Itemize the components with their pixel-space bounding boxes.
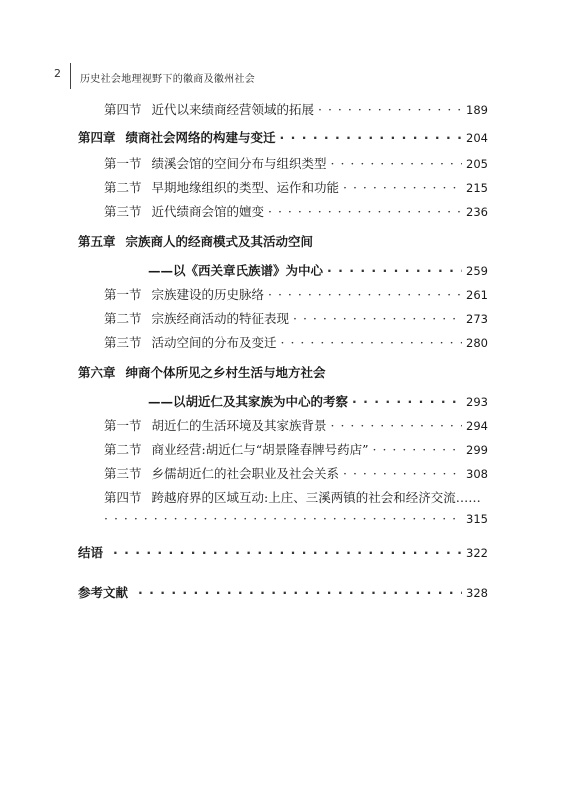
section-number: 第三节	[104, 335, 142, 350]
page-ref: 322	[466, 546, 488, 560]
toc-entry	[78, 178, 488, 198]
toc-entry	[78, 440, 488, 460]
page-ref: 215	[466, 181, 488, 195]
toc-entry	[78, 488, 488, 507]
section-number: 第四节	[104, 490, 142, 505]
conclusion-title: 结语	[78, 545, 104, 560]
page-ref: 315	[466, 512, 488, 526]
leader-dots	[268, 202, 462, 221]
page-number: 2	[54, 67, 61, 80]
page-ref: 259	[466, 264, 488, 278]
leader-dots	[343, 178, 462, 197]
chapter-subtitle: ——以胡近仁及其家族为中心的考察	[148, 394, 349, 409]
page-ref: 261	[466, 288, 488, 302]
section-number: 第三节	[104, 204, 142, 219]
page-ref: 294	[466, 419, 488, 433]
chapter-title: 宗族商人的经商模式及其活动空间	[125, 234, 314, 249]
leader-dots	[281, 333, 463, 352]
section-title: 商业经营:胡近仁与“胡景隆春牌号药店”	[151, 442, 369, 457]
section-title: 绩溪会馆的空间分布与组织类型	[151, 156, 327, 171]
section-title: 宗族经商活动的特征表现	[151, 311, 290, 326]
section-number: 第四节	[104, 102, 142, 117]
page-ref: 328	[466, 586, 488, 600]
section-title: 近代以来绩商经营领域的拓展	[151, 102, 315, 117]
toc-entry	[78, 464, 488, 484]
section-title: 宗族建设的历史脉络	[151, 287, 265, 302]
page-ref: 280	[466, 336, 488, 350]
chapter-title: 绅商个体所见之乡村生活与地方社会	[125, 365, 326, 380]
toc-entry	[78, 309, 488, 329]
section-title: 近代绩商会馆的嬗变	[151, 204, 265, 219]
header-divider	[70, 63, 71, 89]
toc-chapter	[78, 128, 488, 148]
section-title: 早期地缘组织的类型、运作和功能	[151, 180, 340, 195]
leader-dots	[113, 543, 462, 562]
leader-dots	[293, 309, 462, 328]
toc-entry	[78, 416, 488, 436]
section-title: 乡儒胡近仁的社会职业及社会关系	[151, 466, 340, 481]
page-ref: 299	[466, 443, 488, 457]
leader-dots	[268, 285, 462, 304]
toc-chapter	[78, 363, 488, 382]
section-number: 第一节	[104, 287, 142, 302]
leader-dots	[138, 583, 462, 602]
toc-conclusion	[78, 543, 488, 563]
section-title: 胡近仁的生活环境及其家族背景	[151, 418, 327, 433]
running-title: 历史社会地理视野下的徽商及徽州社会	[80, 74, 256, 85]
leader-dots	[331, 416, 463, 435]
page-ref: 189	[466, 103, 488, 117]
toc-entry	[78, 285, 488, 305]
table-of-contents	[78, 100, 488, 623]
leader-dots	[104, 509, 462, 528]
references-title: 参考文献	[78, 585, 129, 600]
chapter-title: 绩商社会网络的构建与变迁	[125, 130, 276, 145]
toc-chapter-subtitle	[78, 261, 488, 281]
section-number: 第一节	[104, 156, 142, 171]
chapter-number: 第六章	[78, 365, 116, 380]
section-number: 第二节	[104, 311, 142, 326]
running-header	[54, 61, 510, 89]
page-ref: 273	[466, 312, 488, 326]
chapter-number: 第五章	[78, 234, 116, 249]
leader-dots	[280, 128, 463, 147]
toc-entry-continuation	[78, 509, 488, 529]
leader-dots	[343, 464, 462, 483]
chapter-number: 第四章	[78, 130, 116, 145]
toc-entry	[78, 100, 488, 120]
page-ref: 205	[466, 157, 488, 171]
section-number: 第一节	[104, 418, 142, 433]
section-number: 第三节	[104, 466, 142, 481]
page-ref: 308	[466, 467, 488, 481]
page-ref: 236	[466, 205, 488, 219]
section-number: 第二节	[104, 180, 142, 195]
leader-dots	[331, 154, 463, 173]
toc-entry	[78, 333, 488, 353]
section-title: 跨越府界的区域互动:上庄、三溪两镇的社会和经济交流……	[151, 490, 481, 505]
leader-dots	[327, 261, 462, 280]
leader-dots	[373, 440, 463, 459]
leader-dots	[318, 100, 462, 119]
toc-chapter	[78, 232, 488, 251]
toc-entry	[78, 202, 488, 222]
chapter-subtitle: ——以《西关章氏族谱》为中心	[148, 263, 324, 278]
toc-references	[78, 583, 488, 603]
page-ref: 293	[466, 395, 488, 409]
section-title: 活动空间的分布及变迁	[151, 335, 277, 350]
section-number: 第二节	[104, 442, 142, 457]
toc-entry	[78, 154, 488, 174]
leader-dots	[352, 392, 462, 411]
toc-chapter-subtitle	[78, 392, 488, 412]
page-ref: 204	[466, 131, 488, 145]
